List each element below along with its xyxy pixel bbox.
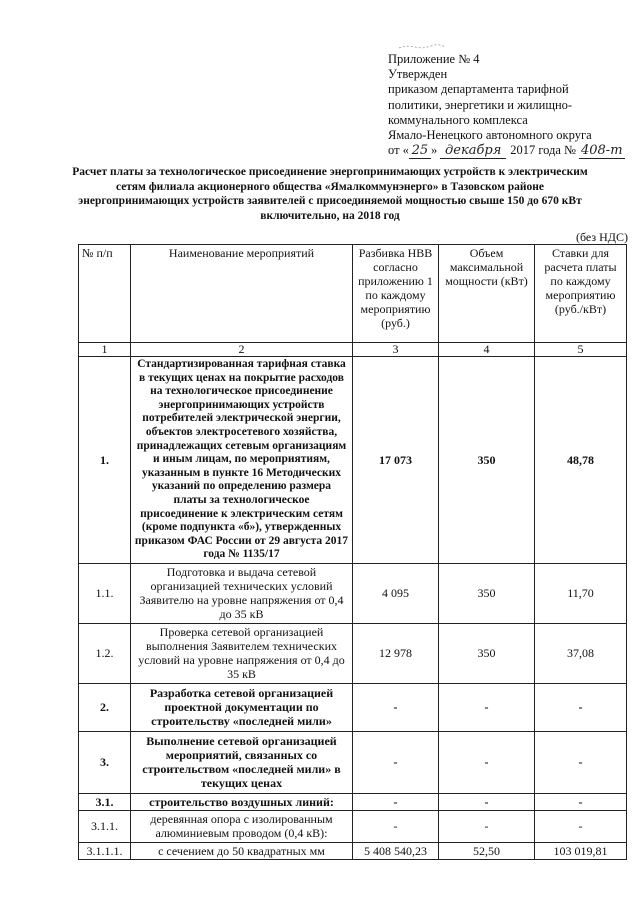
table-row <box>79 683 627 731</box>
row-rate: - <box>535 731 627 793</box>
row-name: Стандартизированная тарифная ставка в текущих ценах на покрытие расходов на технологическое присоединение энергопринимающих устройств потребителей электрической энергии, объектов электросетевого хозяйства, принадлежащих сетевым организациям и иным лицам, по мероприятиям, указанным в пункте 16 Методических указаний по определению размера платы за технологическое присоединение к электрическим сетям (кроме подпункта «б»), утвержденных приказом ФАС России от 29 августа 2017 года № 1135/17 <box>131 357 353 564</box>
row-rate: 103 019,81 <box>535 842 627 859</box>
column-number: 5 <box>535 343 627 357</box>
approval-line-region: Ямало-Ненецкого автономного округа <box>388 128 592 143</box>
row-number: 2. <box>79 683 131 731</box>
date-day: 25 <box>409 143 431 159</box>
column-number-row <box>79 343 627 357</box>
table-row <box>79 623 627 683</box>
row-rate: - <box>535 683 627 731</box>
date-prefix: от « <box>388 143 409 158</box>
approval-line-annex: Приложение № 4 <box>388 52 480 66</box>
row-name: Разработка сетевой организацией проектной документации по строительству «последней мили» <box>131 683 353 731</box>
table-row <box>79 357 627 564</box>
column-number: 4 <box>439 343 535 357</box>
header-rate: Ставки для расчета платы по каждому мероприятию (руб./кВт) <box>535 245 627 343</box>
row-name: Подготовка и выдача сетевой организацией технических условий Заявителю на уровне напряжения от 0,4 до 35 кВ <box>131 563 353 623</box>
row-power: 350 <box>439 357 535 564</box>
row-nvv: - <box>353 731 439 793</box>
header-number: № п/п <box>79 245 131 343</box>
row-rate: - <box>535 793 627 810</box>
row-name: строительство воздушных линий: <box>131 793 353 810</box>
approval-date-line <box>388 143 628 159</box>
row-name: Проверка сетевой организацией выполнения Заявителем технических условий на уровне напряжения от 0,4 до 35 кВ <box>131 623 353 683</box>
approval-line-policy: политики, энергетики и жилищно- <box>388 97 573 112</box>
column-number: 1 <box>79 343 131 357</box>
date-month: декабря <box>440 143 506 159</box>
approval-line-approved: Утвержден <box>388 67 448 82</box>
row-nvv: 17 073 <box>353 357 439 564</box>
row-nvv: - <box>353 683 439 731</box>
row-number: 3. <box>79 731 131 793</box>
row-power: 350 <box>439 623 535 683</box>
table-header-row <box>79 245 627 343</box>
column-number: 3 <box>353 343 439 357</box>
table-row <box>79 842 627 859</box>
approval-block <box>388 52 628 159</box>
row-number: 3.1.1.1. <box>79 842 131 859</box>
handwritten-mark <box>397 44 447 50</box>
header-name: Наименование мероприятий <box>131 245 353 343</box>
row-power: - <box>439 793 535 810</box>
row-nvv: 4 095 <box>353 563 439 623</box>
row-number: 3.1.1. <box>79 810 131 842</box>
row-power: - <box>439 810 535 842</box>
row-rate: 37,08 <box>535 623 627 683</box>
row-power: - <box>439 731 535 793</box>
row-number: 3.1. <box>79 793 131 810</box>
order-number: 408-т <box>580 143 623 159</box>
approval-line-complex: коммунального комплекса <box>388 112 528 127</box>
row-power: 350 <box>439 563 535 623</box>
row-power: - <box>439 683 535 731</box>
fee-table <box>78 244 627 860</box>
vat-note: (без НДС) <box>575 230 628 244</box>
row-rate: 11,70 <box>535 563 627 623</box>
row-rate: 48,78 <box>535 357 627 564</box>
header-nvv: Разбивка НВВ согласно приложению 1 по каждому мероприятию (руб.) <box>353 245 439 343</box>
row-name: деревянная опора с изолированным алюминиевым проводом (0,4 кВ): <box>131 810 353 842</box>
header-power: Объем максимальной мощности (кВт) <box>439 245 535 343</box>
row-rate: - <box>535 810 627 842</box>
row-power: 52,50 <box>439 842 535 859</box>
row-nvv: 12 978 <box>353 623 439 683</box>
document-title: Расчет платы за технологическое присоединение энергопринимающих устройств к электрическим сетям филиала акционерного общества «Ямалкоммунэнерго» в Тазовском районе энергопринимающих устройств заявителей с присоединяемой мощностью свыше 150 до 670 кВт включительно, на 2018 год <box>72 166 588 222</box>
row-name: с сечением до 50 квадратных мм <box>131 842 353 859</box>
table-row <box>79 731 627 793</box>
row-name: Выполнение сетевой организацией мероприятий, связанных со строительством «последней мили» в текущих ценах <box>131 731 353 793</box>
table-row <box>79 810 627 842</box>
column-number: 2 <box>131 343 353 357</box>
table-row <box>79 563 627 623</box>
table-row <box>79 793 627 810</box>
row-number: 1.1. <box>79 563 131 623</box>
approval-line-order: приказом департамента тарифной <box>388 82 569 97</box>
row-number: 1. <box>79 357 131 564</box>
date-suffix: 2017 года № <box>510 143 576 158</box>
date-mid: » <box>430 143 438 158</box>
row-nvv: - <box>353 810 439 842</box>
row-nvv: 5 408 540,23 <box>353 842 439 859</box>
row-nvv: - <box>353 793 439 810</box>
row-number: 1.2. <box>79 623 131 683</box>
